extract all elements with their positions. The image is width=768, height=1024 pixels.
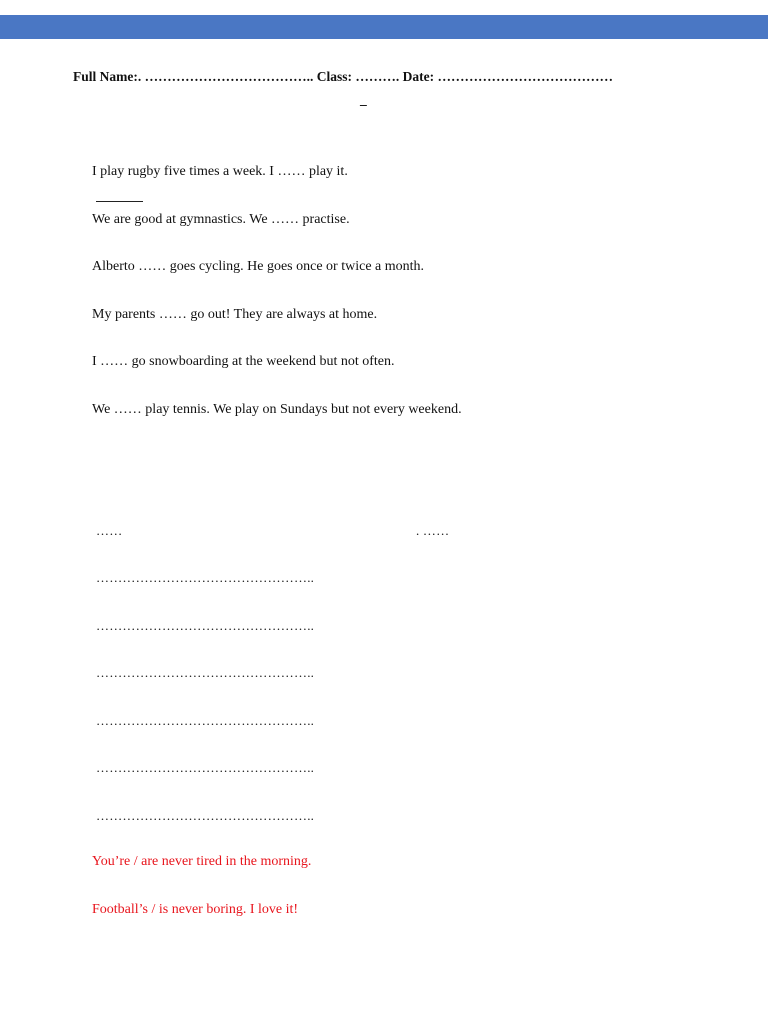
exercise1-sentence-1: I play rugby five times a week. I …… play it. bbox=[92, 164, 348, 179]
exercise1-sentence-2: We are good at gymnastics. We …… practise. bbox=[92, 212, 350, 227]
header-color-bar bbox=[0, 15, 768, 39]
answer-line-first-right: . …… bbox=[416, 523, 450, 538]
student-info-line: Full Name:. ……………………………….. Class: ………. Date: ………………………………… bbox=[73, 69, 613, 84]
answer-line-5: ………………………………………….. bbox=[96, 760, 315, 775]
answer-line-1: ………………………………………….. bbox=[96, 570, 315, 585]
exercise1-sentence-6: We …… play tennis. We play on Sundays but not every weekend. bbox=[92, 402, 462, 417]
example-underline bbox=[96, 201, 143, 202]
answer-line-4: ………………………………………….. bbox=[96, 713, 315, 728]
answer-line-first-left: …… bbox=[96, 523, 123, 538]
exercise1-sentence-3: Alberto …… goes cycling. He goes once or twice a month. bbox=[92, 259, 425, 274]
exercise3-sentence-2: Football’s / is never boring. I love it! bbox=[92, 902, 299, 917]
exercise1-sentence-5: I …… go snowboarding at the weekend but not often. bbox=[92, 354, 395, 369]
answer-line-3: ………………………………………….. bbox=[96, 665, 315, 680]
answer-line-2: ………………………………………….. bbox=[96, 618, 315, 633]
exercise3-sentence-1: You’re / are never tired in the morning. bbox=[92, 854, 312, 869]
exercise1-sentence-4: My parents …… go out! They are always at home. bbox=[92, 307, 378, 322]
answer-line-6: ………………………………………….. bbox=[96, 808, 315, 823]
header-trailing-dash: _ bbox=[360, 92, 367, 107]
